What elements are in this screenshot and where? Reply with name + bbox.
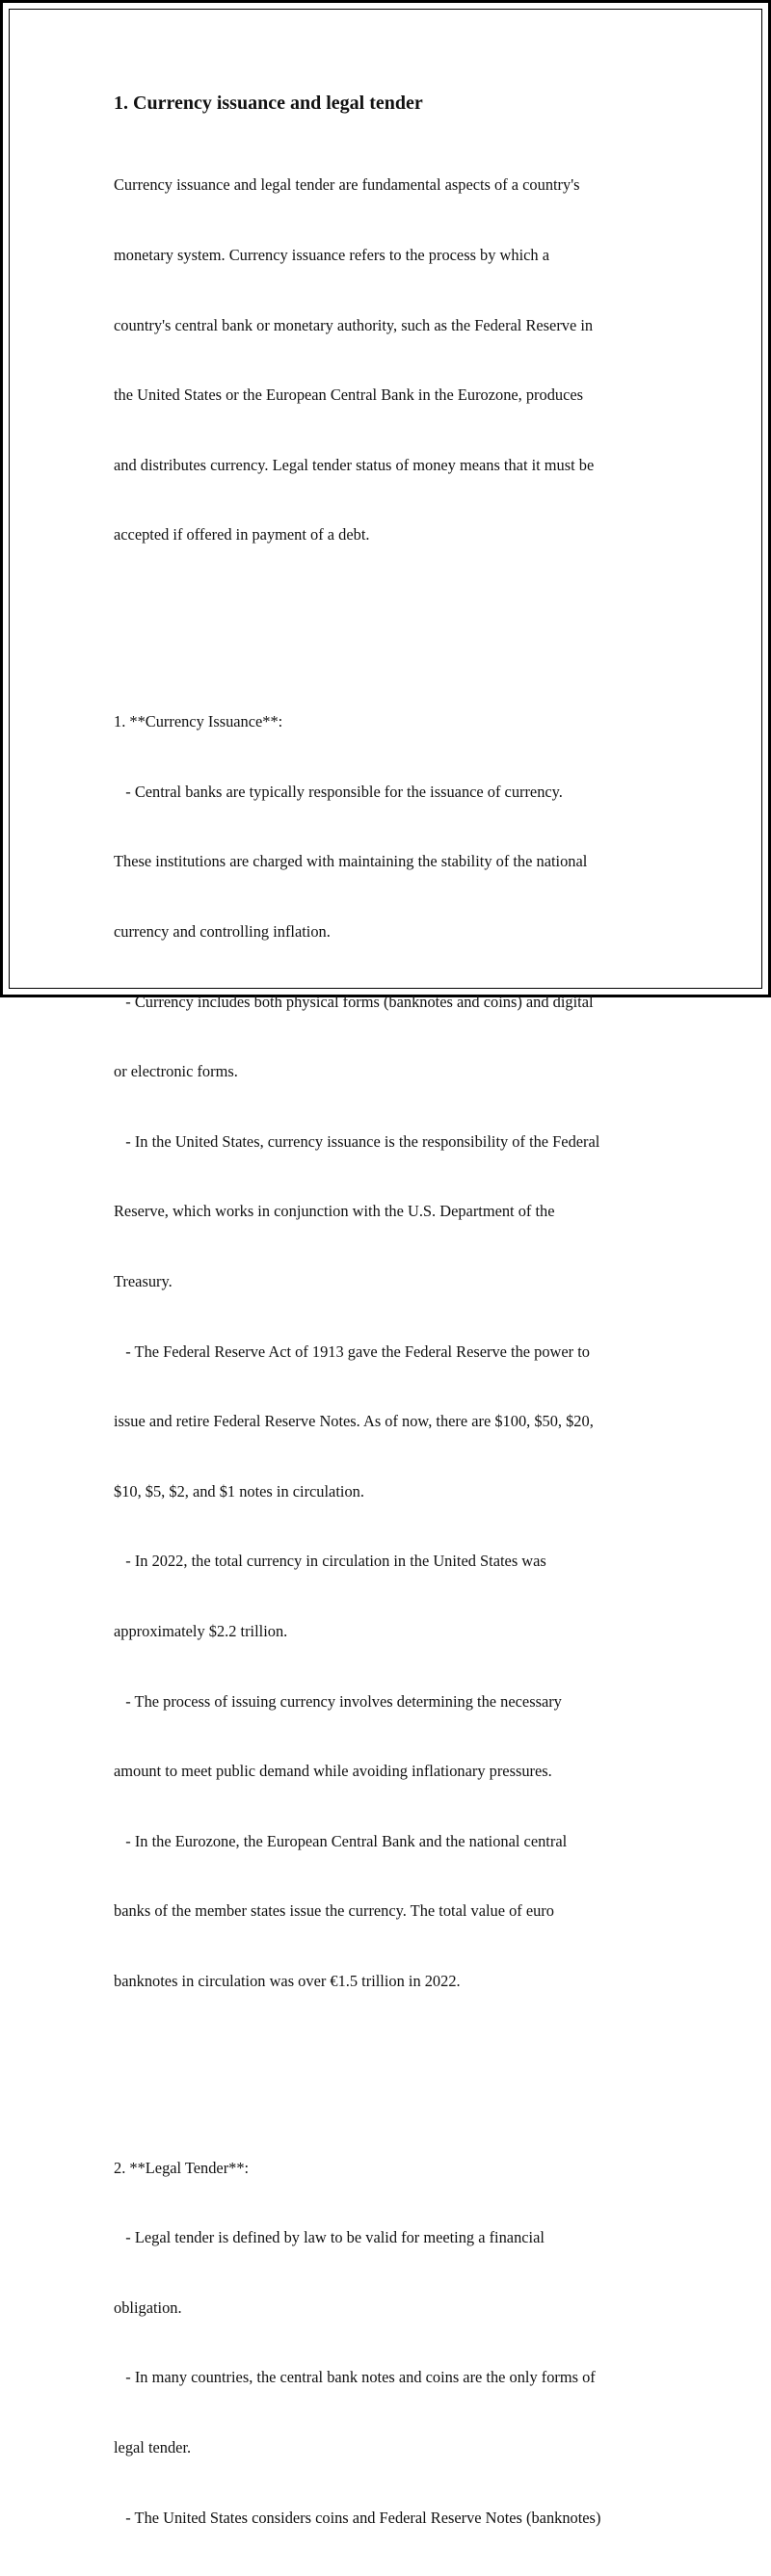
text-line: Treasury. [114,1271,173,1290]
document-body [114,91,673,2576]
paragraph-spacer [114,594,673,617]
text-line: - Currency includes both physical forms (banknotes and coins) and digital [114,992,594,1011]
section-heading: 1. Currency issuance and legal tender [114,93,423,114]
text-line: banknotes in circulation was over €1.5 trillion in 2022. [114,1972,461,1991]
text-line: - In 2022, the total currency in circulation in the United States was [114,1552,546,1571]
text-line: These institutions are charged with maintaining the stability of the national [114,852,588,871]
text-line: - In the Eurozone, the European Central Bank and the national central [114,1831,568,1850]
text-line: obligation. [114,2297,182,2317]
text-line: accepted if offered in payment of a debt. [114,525,370,544]
text-line: - Central banks are typically responsible for the issuance of currency. [114,782,563,801]
text-line: monetary system. Currency issuance refers to the process by which a [114,246,549,265]
paragraph-spacer [114,2040,673,2063]
text-line: - The United States considers coins and Federal Reserve Notes (banknotes) [114,2508,601,2527]
text-line: and distributes currency. Legal tender status of money means that it must be [114,455,595,474]
text-line: issue and retire Federal Reserve Notes. As of now, there are $100, $50, $20, [114,1412,594,1431]
text-line: Currency issuance and legal tender are fundamental aspects of a country's [114,175,580,195]
list-heading: 1. **Currency Issuance**: [114,712,283,731]
legal-tender-list [114,2110,673,2576]
text-line: - In the United States, currency issuance is the responsibility of the Federal [114,1131,600,1151]
text-line: the United States or the European Central Bank in the Eurozone, produces [114,385,584,405]
text-line: amount to meet public demand while avoiding inflationary pressures. [114,1762,552,1781]
intro-paragraph [114,127,673,664]
text-line: currency and controlling inflation. [114,921,331,941]
text-line: or electronic forms. [114,1062,238,1081]
text-line: Reserve, which works in conjunction with the U.S. Department of the [114,1202,555,1221]
text-line: legal tender. [114,2438,192,2457]
text-line: - The Federal Reserve Act of 1913 gave the Federal Reserve the power to [114,1341,590,1361]
text-line: - In many countries, the central bank notes and coins are the only forms of [114,2368,596,2387]
text-line: banks of the member states issue the currency. The total value of euro [114,1901,554,1921]
text-line: $10, $5, $2, and $1 notes in circulation. [114,1481,364,1500]
text-line: - Legal tender is defined by law to be valid for meeting a financial [114,2228,545,2247]
text-line: country's central bank or monetary authority, such as the Federal Reserve in [114,315,594,334]
list-heading: 2. **Legal Tender**: [114,2158,250,2177]
text-line: approximately $2.2 trillion. [114,1621,288,1640]
text-line: - The process of issuing currency involves determining the necessary [114,1691,562,1711]
currency-issuance-list [114,664,673,2111]
